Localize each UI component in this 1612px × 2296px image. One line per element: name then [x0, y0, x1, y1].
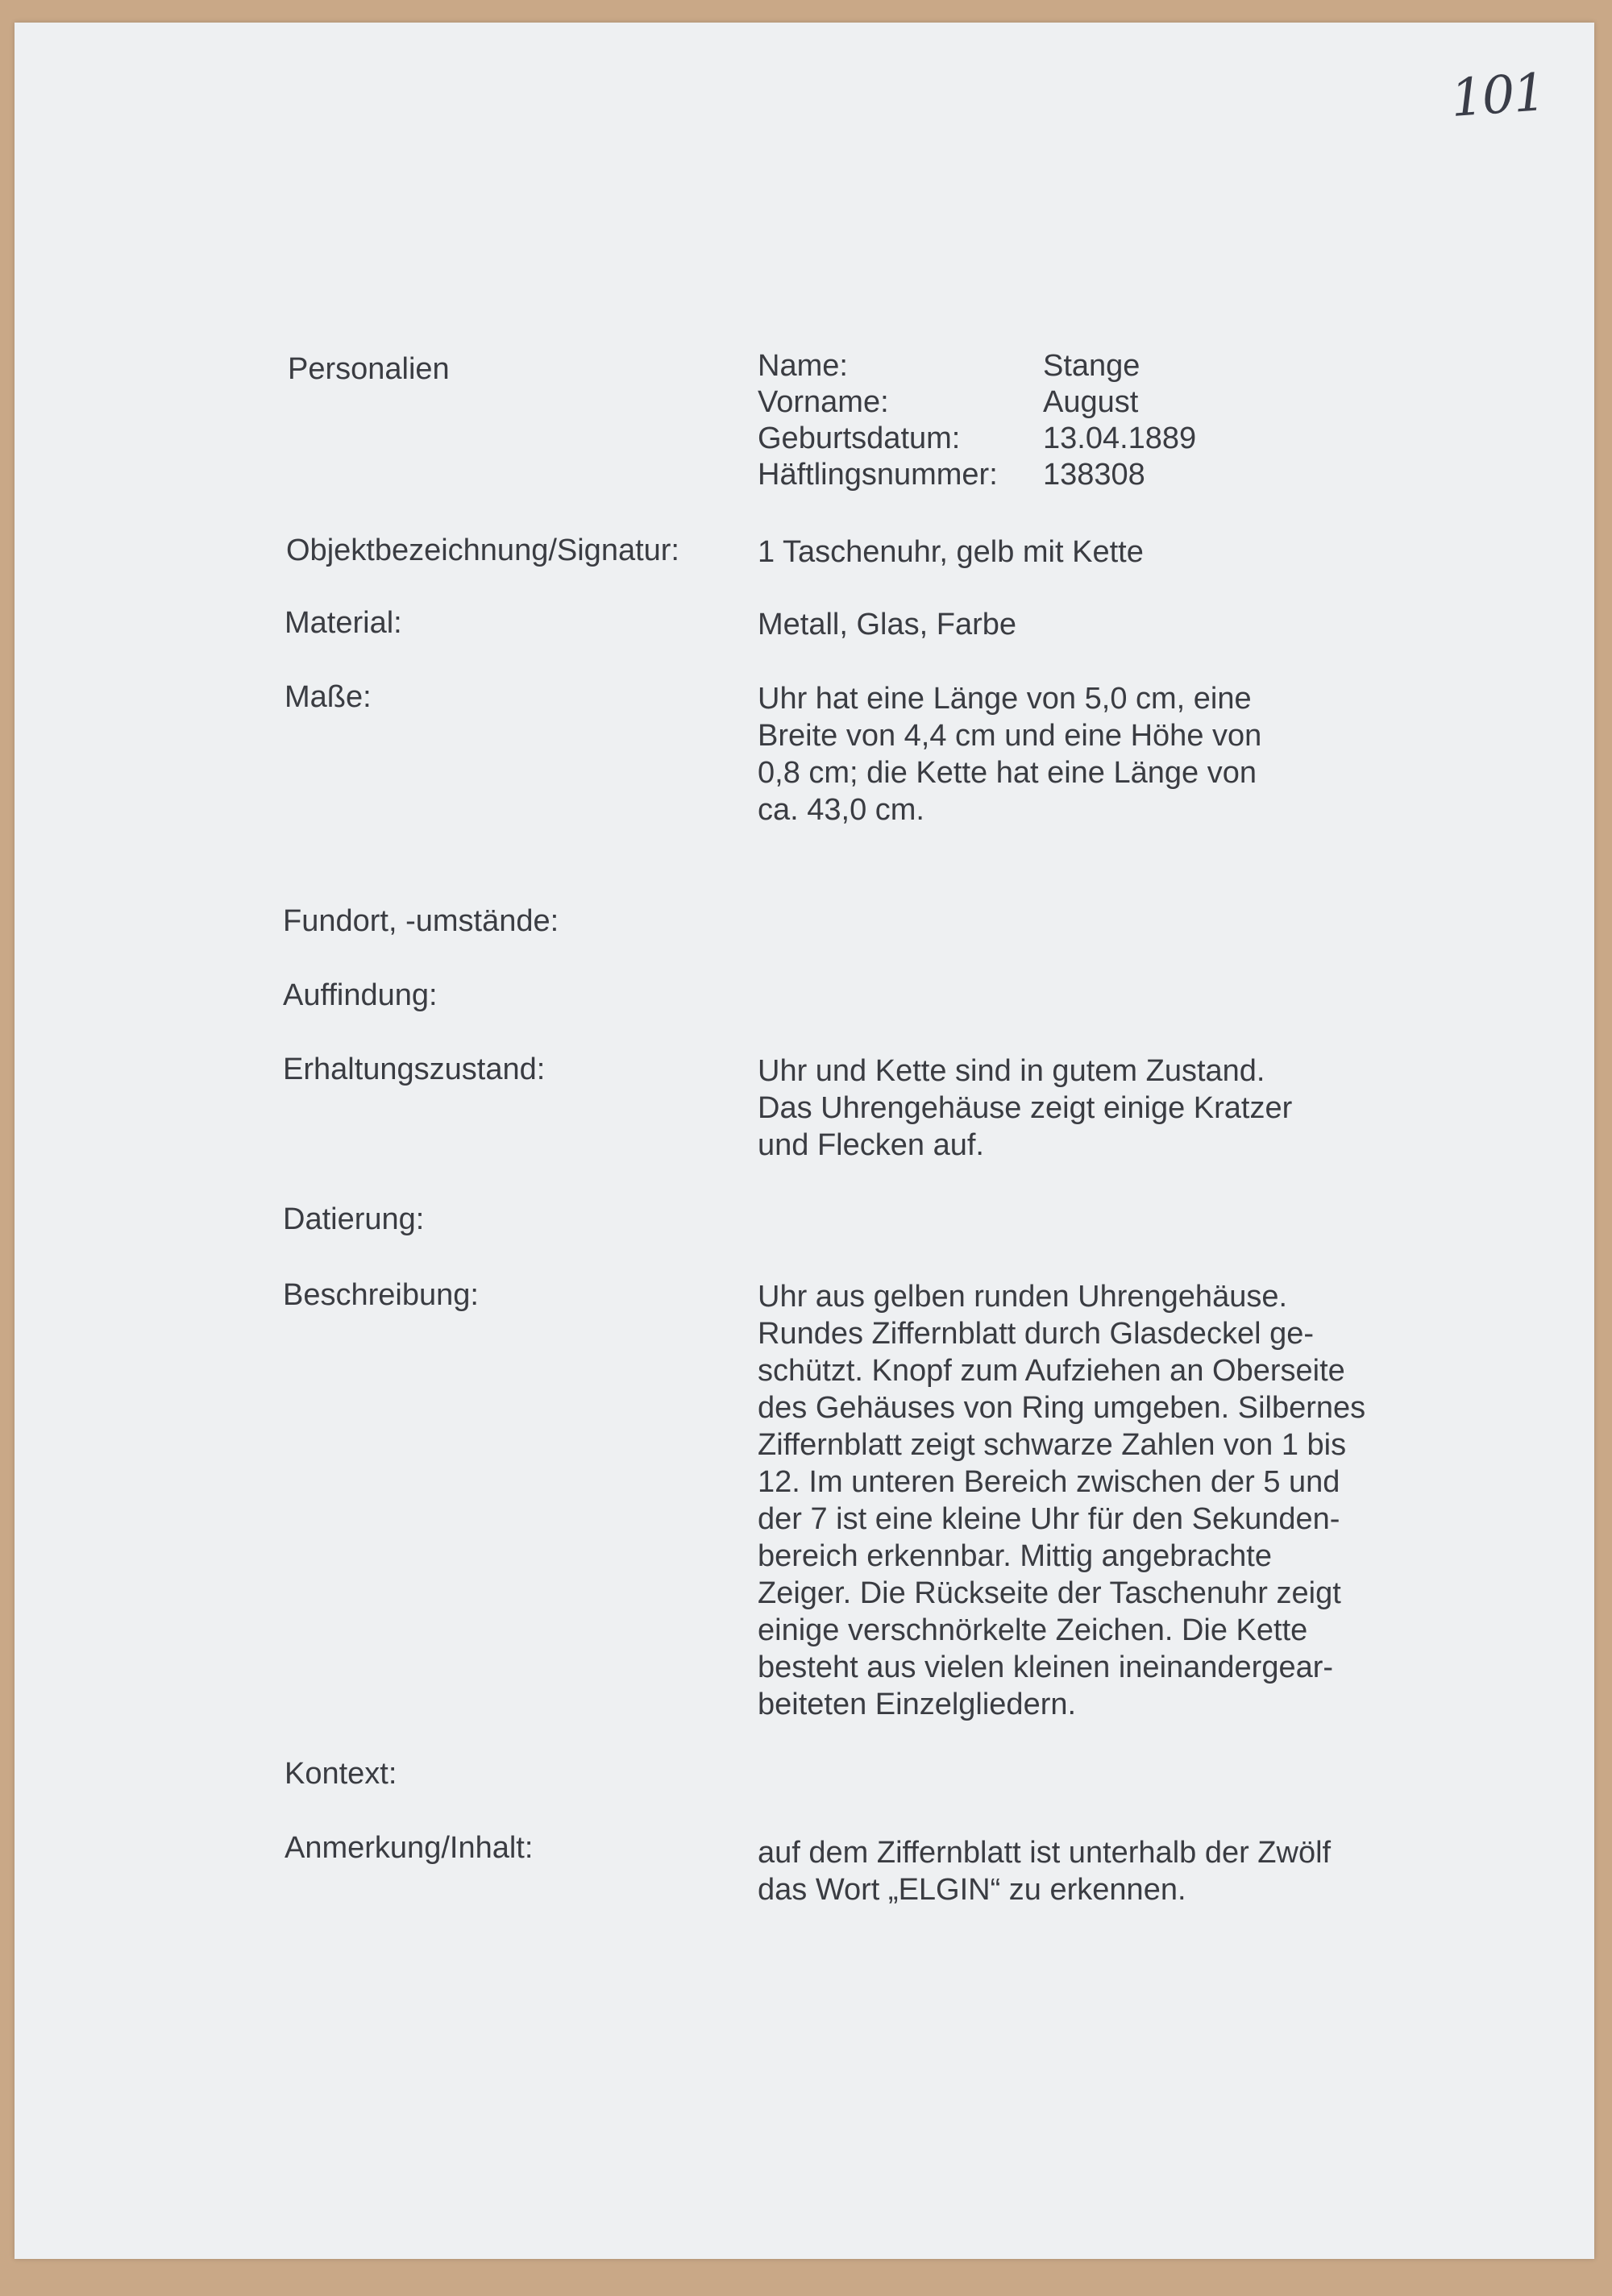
text-line: ca. 43,0 cm.	[758, 793, 924, 827]
label-datierung: Datierung:	[283, 1202, 425, 1236]
text-line: und Flecken auf.	[758, 1128, 984, 1162]
text-line: Rundes Ziffernblatt durch Glasdeckel ge-	[758, 1317, 1314, 1351]
label-anmerkung: Anmerkung/Inhalt:	[285, 1831, 534, 1865]
label-objektbezeichnung: Objektbezeichnung/Signatur:	[286, 534, 679, 567]
text-line: Uhr hat eine Länge von 5,0 cm, eine	[758, 682, 1252, 716]
label-material: Material:	[285, 606, 402, 640]
text-line: Zeiger. Die Rückseite der Taschenuhr zeigt	[758, 1576, 1341, 1610]
text-line: 0,8 cm; die Kette hat eine Länge von	[758, 756, 1257, 790]
label-personalien: Personalien	[288, 352, 450, 386]
value-objektbezeichnung: 1 Taschenuhr, gelb mit Kette	[758, 535, 1144, 569]
text-line: beiteten Einzelgliedern.	[758, 1688, 1077, 1721]
field-value: Stange	[1043, 349, 1140, 383]
field-key: Vorname:	[758, 385, 889, 419]
label-erhaltungszustand: Erhaltungszustand:	[283, 1053, 546, 1086]
handwritten-page-number: 101	[1448, 63, 1547, 129]
label-masse: Maße:	[285, 680, 372, 714]
value-erhaltungszustand	[758, 1053, 1292, 1164]
personalien-table	[758, 348, 1196, 493]
text-line: der 7 ist eine kleine Uhr für den Sekunden-	[758, 1502, 1340, 1536]
label-fundort: Fundort, -umstände:	[283, 904, 559, 938]
label-kontext: Kontext:	[285, 1757, 397, 1791]
personalien-row-haeftlingsnummer	[758, 457, 1196, 493]
personalien-row-name	[758, 348, 1196, 384]
text-line: schützt. Knopf zum Aufziehen an Oberseite	[758, 1354, 1345, 1388]
text-line: Ziffernblatt zeigt schwarze Zahlen von 1 bis	[758, 1428, 1347, 1462]
field-key: Häftlingsnummer:	[758, 458, 998, 492]
text-line: bereich erkennbar. Mittig angebrachte	[758, 1539, 1272, 1573]
value-beschreibung	[758, 1278, 1365, 1723]
label-auffindung: Auffindung:	[283, 978, 438, 1012]
text-line: Das Uhrengehäuse zeigt einige Kratzer	[758, 1091, 1293, 1125]
text-line: Breite von 4,4 cm und eine Höhe von	[758, 719, 1262, 753]
label-beschreibung: Beschreibung:	[283, 1278, 479, 1312]
value-material: Metall, Glas, Farbe	[758, 608, 1016, 641]
text-line: auf dem Ziffernblatt ist unterhalb der Zwölf	[758, 1836, 1332, 1870]
value-masse	[758, 680, 1261, 828]
field-value: August	[1043, 385, 1139, 419]
personalien-row-vorname	[758, 384, 1196, 421]
personalien-row-geburtsdatum	[758, 421, 1196, 457]
text-line: 12. Im unteren Bereich zwischen der 5 und	[758, 1465, 1340, 1499]
value-anmerkung	[758, 1834, 1331, 1908]
field-key: Geburtsdatum:	[758, 421, 961, 455]
field-value: 13.04.1889	[1043, 421, 1197, 455]
text-line: einige verschnörkelte Zeichen. Die Kette	[758, 1613, 1308, 1647]
text-line: besteht aus vielen kleinen ineinandergear-	[758, 1650, 1334, 1684]
text-line: Uhr aus gelben runden Uhrengehäuse.	[758, 1280, 1288, 1314]
text-line: das Wort „ELGIN“ zu erkennen.	[758, 1873, 1186, 1907]
field-value: 138308	[1043, 458, 1145, 492]
text-line: Uhr und Kette sind in gutem Zustand.	[758, 1054, 1265, 1088]
field-key: Name:	[758, 349, 848, 383]
text-line: des Gehäuses von Ring umgeben. Silbernes	[758, 1391, 1366, 1425]
